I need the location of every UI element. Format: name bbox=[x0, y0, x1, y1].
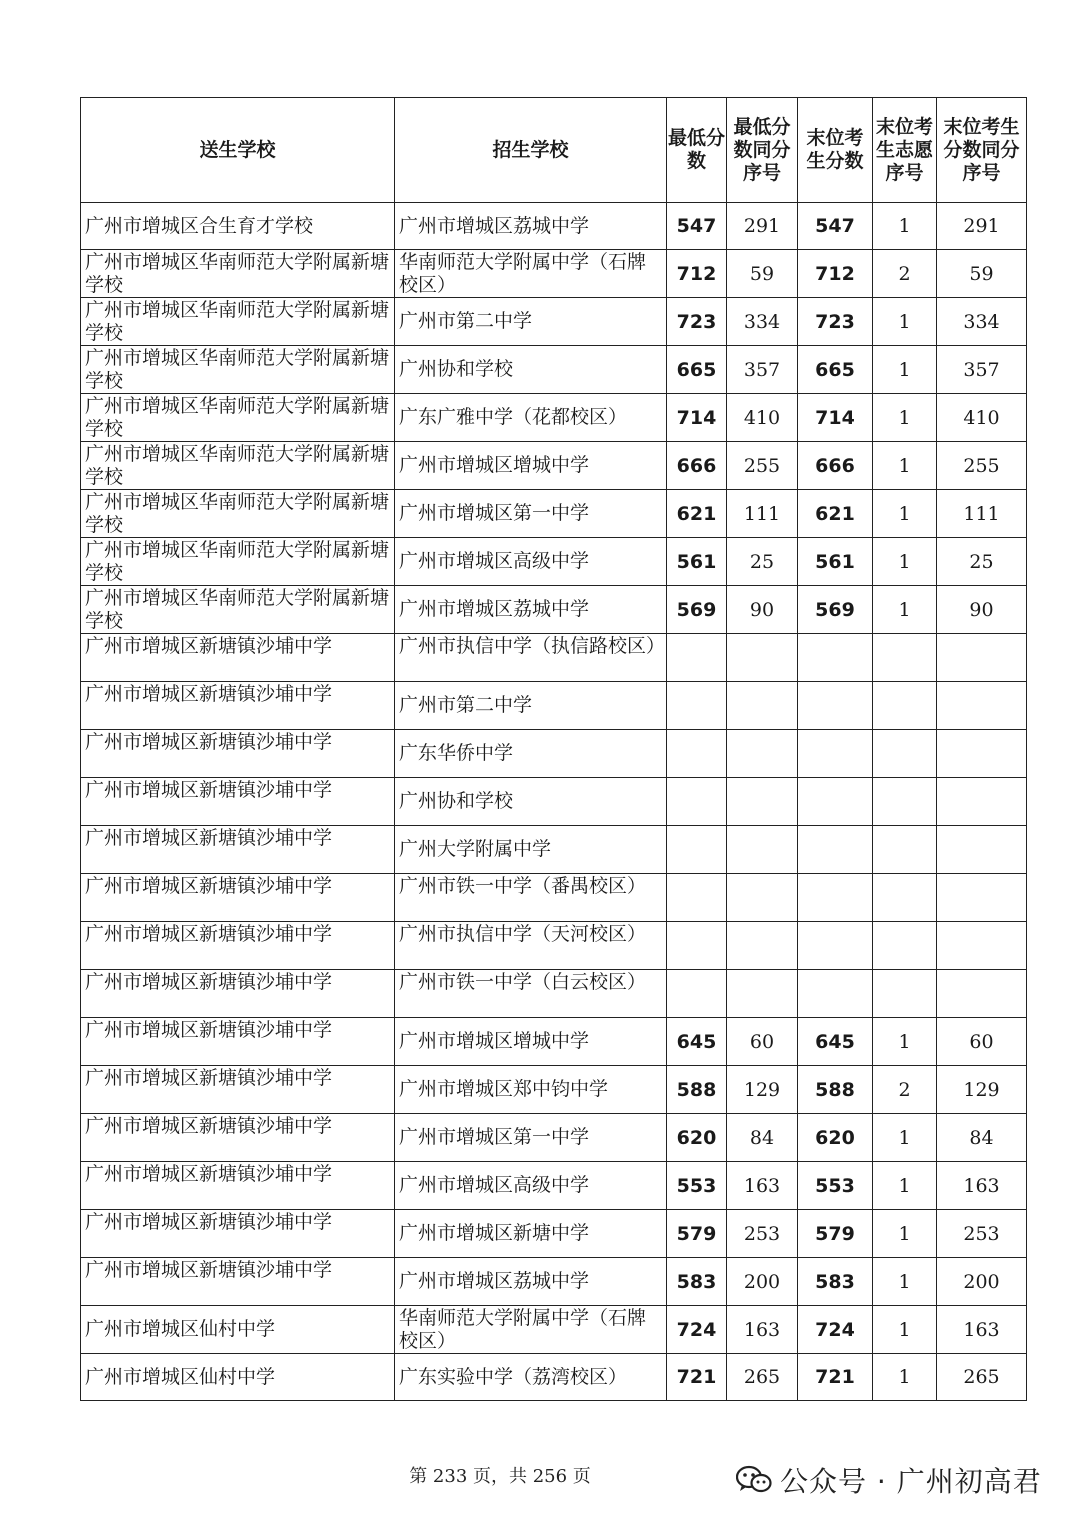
cell-admitting-school: 广州市增城区郑中钧中学 bbox=[395, 1066, 667, 1114]
cell-last-score-tie-rank: 357 bbox=[937, 346, 1027, 394]
cell-min-score-tie-rank bbox=[727, 730, 798, 778]
table-row bbox=[81, 826, 1027, 874]
cell-min-score-tie-rank: 200 bbox=[727, 1258, 798, 1306]
cell-sending-school: 广州市增城区新塘镇沙埔中学 bbox=[81, 826, 395, 874]
header-last-score: 末位考生分数 bbox=[798, 98, 873, 203]
cell-sending-school: 广州市增城区华南师范大学附属新塘学校 bbox=[81, 250, 395, 298]
cell-last-score-tie-rank: 60 bbox=[937, 1018, 1027, 1066]
header-min-score: 最低分数 bbox=[667, 98, 727, 203]
cell-last-score-tie-rank: 265 bbox=[937, 1354, 1027, 1401]
cell-min-score: 712 bbox=[667, 250, 727, 298]
table-row bbox=[81, 442, 1027, 490]
cell-last-score: 665 bbox=[798, 346, 873, 394]
cell-min-score-tie-rank: 60 bbox=[727, 1018, 798, 1066]
cell-min-score-tie-rank: 334 bbox=[727, 298, 798, 346]
cell-last-choice-rank: 1 bbox=[873, 203, 937, 250]
cell-min-score-tie-rank bbox=[727, 922, 798, 970]
cell-min-score-tie-rank bbox=[727, 970, 798, 1018]
wechat-icon bbox=[736, 1465, 772, 1495]
table-row bbox=[81, 1018, 1027, 1066]
cell-min-score: 714 bbox=[667, 394, 727, 442]
cell-admitting-school: 华南师范大学附属中学（石牌校区） bbox=[395, 250, 667, 298]
cell-last-score: 553 bbox=[798, 1162, 873, 1210]
cell-last-score-tie-rank bbox=[937, 730, 1027, 778]
cell-min-score-tie-rank: 357 bbox=[727, 346, 798, 394]
cell-admitting-school: 广州市铁一中学（白云校区） bbox=[395, 970, 667, 1018]
cell-last-choice-rank: 1 bbox=[873, 538, 937, 586]
cell-sending-school: 广州市增城区新塘镇沙埔中学 bbox=[81, 1066, 395, 1114]
table-row bbox=[81, 1210, 1027, 1258]
cell-last-score-tie-rank: 84 bbox=[937, 1114, 1027, 1162]
cell-admitting-school: 广州市增城区增城中学 bbox=[395, 442, 667, 490]
cell-last-choice-rank bbox=[873, 970, 937, 1018]
cell-min-score bbox=[667, 682, 727, 730]
header-min-score-tie-rank: 最低分数同分序号 bbox=[727, 98, 798, 203]
cell-admitting-school: 广州市增城区第一中学 bbox=[395, 490, 667, 538]
cell-admitting-school: 广州市增城区荔城中学 bbox=[395, 1258, 667, 1306]
cell-last-score: 721 bbox=[798, 1354, 873, 1401]
table-row bbox=[81, 1306, 1027, 1354]
table-row bbox=[81, 1258, 1027, 1306]
cell-last-score: 547 bbox=[798, 203, 873, 250]
cell-last-score: 714 bbox=[798, 394, 873, 442]
cell-last-choice-rank: 2 bbox=[873, 1066, 937, 1114]
cell-min-score bbox=[667, 826, 727, 874]
table-row bbox=[81, 730, 1027, 778]
header-last-choice-rank: 末位考生志愿序号 bbox=[873, 98, 937, 203]
cell-min-score-tie-rank: 129 bbox=[727, 1066, 798, 1114]
cell-last-choice-rank: 2 bbox=[873, 250, 937, 298]
cell-min-score-tie-rank: 90 bbox=[727, 586, 798, 634]
cell-last-score: 583 bbox=[798, 1258, 873, 1306]
cell-last-score: 621 bbox=[798, 490, 873, 538]
cell-last-score bbox=[798, 682, 873, 730]
cell-admitting-school: 广州市第二中学 bbox=[395, 682, 667, 730]
cell-min-score-tie-rank bbox=[727, 874, 798, 922]
cell-last-choice-rank: 1 bbox=[873, 298, 937, 346]
cell-last-choice-rank bbox=[873, 634, 937, 682]
table-row bbox=[81, 346, 1027, 394]
cell-last-score: 561 bbox=[798, 538, 873, 586]
cell-admitting-school: 广州市第二中学 bbox=[395, 298, 667, 346]
cell-sending-school: 广州市增城区新塘镇沙埔中学 bbox=[81, 1162, 395, 1210]
cell-last-score bbox=[798, 730, 873, 778]
cell-sending-school: 广州市增城区新塘镇沙埔中学 bbox=[81, 970, 395, 1018]
cell-sending-school: 广州市增城区华南师范大学附属新塘学校 bbox=[81, 442, 395, 490]
cell-sending-school: 广州市增城区华南师范大学附属新塘学校 bbox=[81, 538, 395, 586]
cell-last-score-tie-rank: 90 bbox=[937, 586, 1027, 634]
cell-last-choice-rank: 1 bbox=[873, 1114, 937, 1162]
cell-last-choice-rank: 1 bbox=[873, 490, 937, 538]
cell-last-score-tie-rank: 129 bbox=[937, 1066, 1027, 1114]
cell-sending-school: 广州市增城区华南师范大学附属新塘学校 bbox=[81, 490, 395, 538]
cell-sending-school: 广州市增城区新塘镇沙埔中学 bbox=[81, 730, 395, 778]
cell-last-choice-rank: 1 bbox=[873, 1210, 937, 1258]
cell-last-score: 620 bbox=[798, 1114, 873, 1162]
cell-admitting-school: 广东华侨中学 bbox=[395, 730, 667, 778]
cell-admitting-school: 广东实验中学（荔湾校区） bbox=[395, 1354, 667, 1401]
table-row bbox=[81, 1066, 1027, 1114]
cell-last-score-tie-rank: 163 bbox=[937, 1162, 1027, 1210]
cell-admitting-school: 广州市增城区荔城中学 bbox=[395, 203, 667, 250]
cell-sending-school: 广州市增城区新塘镇沙埔中学 bbox=[81, 874, 395, 922]
cell-last-score-tie-rank: 334 bbox=[937, 298, 1027, 346]
cell-last-choice-rank: 1 bbox=[873, 346, 937, 394]
cell-min-score-tie-rank bbox=[727, 634, 798, 682]
cell-last-score-tie-rank: 200 bbox=[937, 1258, 1027, 1306]
cell-sending-school: 广州市增城区仙村中学 bbox=[81, 1306, 395, 1354]
cell-min-score: 583 bbox=[667, 1258, 727, 1306]
table-row bbox=[81, 1162, 1027, 1210]
cell-admitting-school: 广东广雅中学（花都校区） bbox=[395, 394, 667, 442]
table-row bbox=[81, 1114, 1027, 1162]
cell-admitting-school: 广州市增城区高级中学 bbox=[395, 538, 667, 586]
cell-min-score bbox=[667, 970, 727, 1018]
page-number-text: 第 233 页，共 256 页 bbox=[409, 1466, 591, 1487]
cell-last-choice-rank: 1 bbox=[873, 1162, 937, 1210]
cell-min-score: 621 bbox=[667, 490, 727, 538]
cell-admitting-school: 广州大学附属中学 bbox=[395, 826, 667, 874]
table-row bbox=[81, 203, 1027, 250]
cell-last-choice-rank bbox=[873, 922, 937, 970]
cell-last-score-tie-rank bbox=[937, 922, 1027, 970]
cell-last-score-tie-rank: 111 bbox=[937, 490, 1027, 538]
cell-min-score-tie-rank: 255 bbox=[727, 442, 798, 490]
cell-admitting-school: 广州市增城区增城中学 bbox=[395, 1018, 667, 1066]
cell-sending-school: 广州市增城区新塘镇沙埔中学 bbox=[81, 682, 395, 730]
cell-admitting-school: 广州市增城区高级中学 bbox=[395, 1162, 667, 1210]
cell-last-score-tie-rank: 59 bbox=[937, 250, 1027, 298]
cell-last-score-tie-rank bbox=[937, 634, 1027, 682]
cell-min-score bbox=[667, 730, 727, 778]
cell-min-score bbox=[667, 634, 727, 682]
cell-last-score: 724 bbox=[798, 1306, 873, 1354]
cell-min-score: 645 bbox=[667, 1018, 727, 1066]
cell-min-score bbox=[667, 874, 727, 922]
table-row bbox=[81, 250, 1027, 298]
cell-last-score: 645 bbox=[798, 1018, 873, 1066]
table-row bbox=[81, 682, 1027, 730]
cell-last-score: 723 bbox=[798, 298, 873, 346]
cell-last-choice-rank bbox=[873, 826, 937, 874]
cell-last-score: 666 bbox=[798, 442, 873, 490]
cell-min-score: 721 bbox=[667, 1354, 727, 1401]
cell-sending-school: 广州市增城区新塘镇沙埔中学 bbox=[81, 922, 395, 970]
table-row bbox=[81, 634, 1027, 682]
cell-min-score: 666 bbox=[667, 442, 727, 490]
cell-sending-school: 广州市增城区华南师范大学附属新塘学校 bbox=[81, 346, 395, 394]
cell-min-score-tie-rank: 163 bbox=[727, 1162, 798, 1210]
cell-min-score-tie-rank: 59 bbox=[727, 250, 798, 298]
cell-min-score-tie-rank: 265 bbox=[727, 1354, 798, 1401]
cell-last-choice-rank: 1 bbox=[873, 1018, 937, 1066]
cell-min-score: 588 bbox=[667, 1066, 727, 1114]
cell-last-choice-rank bbox=[873, 874, 937, 922]
cell-min-score-tie-rank: 253 bbox=[727, 1210, 798, 1258]
table-row bbox=[81, 586, 1027, 634]
cell-admitting-school: 广州市增城区新塘中学 bbox=[395, 1210, 667, 1258]
cell-min-score-tie-rank bbox=[727, 778, 798, 826]
cell-last-choice-rank: 1 bbox=[873, 586, 937, 634]
cell-admitting-school: 华南师范大学附属中学（石牌校区） bbox=[395, 1306, 667, 1354]
cell-min-score-tie-rank: 111 bbox=[727, 490, 798, 538]
cell-last-score-tie-rank: 410 bbox=[937, 394, 1027, 442]
cell-sending-school: 广州市增城区新塘镇沙埔中学 bbox=[81, 634, 395, 682]
cell-last-score: 588 bbox=[798, 1066, 873, 1114]
cell-sending-school: 广州市增城区华南师范大学附属新塘学校 bbox=[81, 586, 395, 634]
cell-last-score-tie-rank bbox=[937, 778, 1027, 826]
cell-admitting-school: 广州市铁一中学（番禺校区） bbox=[395, 874, 667, 922]
cell-last-score bbox=[798, 778, 873, 826]
cell-sending-school: 广州市增城区新塘镇沙埔中学 bbox=[81, 1114, 395, 1162]
cell-min-score-tie-rank: 25 bbox=[727, 538, 798, 586]
cell-last-score-tie-rank bbox=[937, 826, 1027, 874]
cell-last-choice-rank: 1 bbox=[873, 1306, 937, 1354]
cell-admitting-school: 广州市执信中学（天河校区） bbox=[395, 922, 667, 970]
cell-min-score-tie-rank: 410 bbox=[727, 394, 798, 442]
header-sending-school: 送生学校 bbox=[81, 98, 395, 203]
cell-last-score: 712 bbox=[798, 250, 873, 298]
cell-last-score-tie-rank: 163 bbox=[937, 1306, 1027, 1354]
table-row bbox=[81, 538, 1027, 586]
cell-last-score-tie-rank bbox=[937, 682, 1027, 730]
cell-last-score bbox=[798, 874, 873, 922]
cell-sending-school: 广州市增城区华南师范大学附属新塘学校 bbox=[81, 394, 395, 442]
cell-last-choice-rank: 1 bbox=[873, 442, 937, 490]
table-row bbox=[81, 1354, 1027, 1401]
cell-last-choice-rank bbox=[873, 682, 937, 730]
cell-sending-school: 广州市增城区新塘镇沙埔中学 bbox=[81, 778, 395, 826]
cell-admitting-school: 广州市增城区第一中学 bbox=[395, 1114, 667, 1162]
cell-sending-school: 广州市增城区合生育才学校 bbox=[81, 203, 395, 250]
watermark bbox=[736, 1460, 1042, 1500]
cell-min-score: 724 bbox=[667, 1306, 727, 1354]
cell-admitting-school: 广州协和学校 bbox=[395, 346, 667, 394]
table-row bbox=[81, 394, 1027, 442]
cell-min-score: 561 bbox=[667, 538, 727, 586]
cell-last-score-tie-rank bbox=[937, 874, 1027, 922]
cell-last-choice-rank bbox=[873, 730, 937, 778]
cell-last-score-tie-rank: 253 bbox=[937, 1210, 1027, 1258]
table-row bbox=[81, 874, 1027, 922]
cell-last-score-tie-rank bbox=[937, 970, 1027, 1018]
cell-last-choice-rank: 1 bbox=[873, 394, 937, 442]
table-row bbox=[81, 298, 1027, 346]
cell-min-score: 723 bbox=[667, 298, 727, 346]
header-last-score-tie-rank: 末位考生分数同分序号 bbox=[937, 98, 1027, 203]
cell-last-score bbox=[798, 634, 873, 682]
cell-min-score bbox=[667, 922, 727, 970]
cell-sending-school: 广州市增城区新塘镇沙埔中学 bbox=[81, 1018, 395, 1066]
admission-table bbox=[80, 97, 1027, 1401]
cell-sending-school: 广州市增城区新塘镇沙埔中学 bbox=[81, 1258, 395, 1306]
cell-sending-school: 广州市增城区仙村中学 bbox=[81, 1354, 395, 1401]
cell-min-score-tie-rank: 84 bbox=[727, 1114, 798, 1162]
cell-last-choice-rank bbox=[873, 778, 937, 826]
watermark-text: 公众号 · 广州初高君 bbox=[780, 1465, 1042, 1498]
cell-last-score: 569 bbox=[798, 586, 873, 634]
cell-last-score bbox=[798, 826, 873, 874]
cell-last-choice-rank: 1 bbox=[873, 1354, 937, 1401]
header-row bbox=[81, 98, 1027, 203]
table-row bbox=[81, 970, 1027, 1018]
cell-min-score-tie-rank: 291 bbox=[727, 203, 798, 250]
cell-min-score: 579 bbox=[667, 1210, 727, 1258]
cell-last-score-tie-rank: 255 bbox=[937, 442, 1027, 490]
header-admitting-school: 招生学校 bbox=[395, 98, 667, 203]
cell-min-score: 547 bbox=[667, 203, 727, 250]
cell-sending-school: 广州市增城区华南师范大学附属新塘学校 bbox=[81, 298, 395, 346]
cell-admitting-school: 广州市增城区荔城中学 bbox=[395, 586, 667, 634]
cell-min-score-tie-rank bbox=[727, 682, 798, 730]
table-row bbox=[81, 778, 1027, 826]
cell-last-score bbox=[798, 922, 873, 970]
table-row bbox=[81, 490, 1027, 538]
table-row bbox=[81, 922, 1027, 970]
cell-min-score: 620 bbox=[667, 1114, 727, 1162]
cell-admitting-school: 广州市执信中学（执信路校区） bbox=[395, 634, 667, 682]
cell-min-score-tie-rank bbox=[727, 826, 798, 874]
cell-last-score-tie-rank: 291 bbox=[937, 203, 1027, 250]
cell-last-score-tie-rank: 25 bbox=[937, 538, 1027, 586]
cell-min-score bbox=[667, 778, 727, 826]
cell-min-score: 665 bbox=[667, 346, 727, 394]
cell-last-choice-rank: 1 bbox=[873, 1258, 937, 1306]
cell-min-score: 569 bbox=[667, 586, 727, 634]
cell-min-score-tie-rank: 163 bbox=[727, 1306, 798, 1354]
cell-min-score: 553 bbox=[667, 1162, 727, 1210]
cell-admitting-school: 广州协和学校 bbox=[395, 778, 667, 826]
cell-last-score: 579 bbox=[798, 1210, 873, 1258]
cell-last-score bbox=[798, 970, 873, 1018]
cell-sending-school: 广州市增城区新塘镇沙埔中学 bbox=[81, 1210, 395, 1258]
